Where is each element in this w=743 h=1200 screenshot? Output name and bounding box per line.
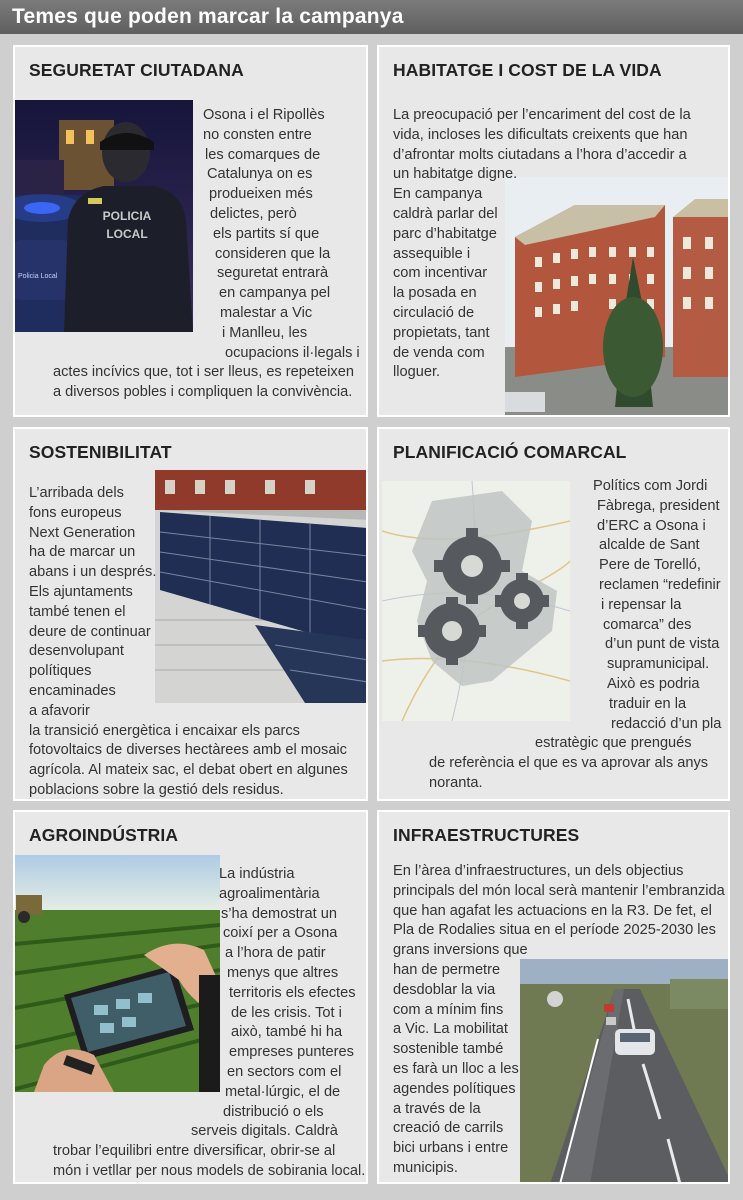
panel-heading: INFRAESTRUCTURES (393, 825, 580, 845)
text-line: En l’àrea d’infraestructures, un dels objectius (393, 863, 684, 879)
text-line: que han agafat les actuacions en la R3. De fet, el (393, 902, 712, 919)
text-line: món i vetllar per nous models de sobirania local. (53, 1162, 366, 1179)
page-title: Temes que poden marcar la campanya (12, 5, 404, 28)
text-line: principals del món local serà mantenir l’embranzida (393, 882, 725, 899)
text-line: ha de marcar un (29, 544, 136, 561)
text-line: no consten entre (203, 126, 312, 143)
text-line: un habitatge digne. (393, 166, 518, 183)
text-line: supramunicipal. (607, 656, 710, 673)
panel-agroindustria (13, 810, 368, 1184)
text-line: com a mínim fins (393, 1001, 504, 1018)
panel-planificacio (377, 427, 730, 801)
text-line: d’afrontar molts ciutadans a l’hora d’accedir a (393, 146, 687, 163)
text-line: polítiques (29, 663, 92, 680)
text-line: produeixen més (209, 186, 313, 203)
police-back-text: POLICIA (102, 209, 152, 223)
text-line: Fàbrega, president (597, 497, 720, 514)
text-line: Això es podria (607, 675, 700, 692)
panel-text (393, 106, 691, 383)
text-line: redacció d’un pla (611, 715, 722, 732)
text-line: estratègic que prengués (535, 735, 692, 752)
text-line: noranta. (429, 774, 483, 791)
text-line: Pla de Rodalies situa en el període 2025-2030 les (393, 922, 716, 939)
panel-seguretat (13, 45, 368, 417)
text-line: fotovoltaics de diverses hectàrees amb el mosaic (29, 742, 347, 759)
panel-text (49, 865, 365, 1182)
text-line: ocupacions il·legals i (225, 344, 360, 361)
panel-heading: SEGURETAT CIUTADANA (29, 60, 244, 80)
text-line: propietats, tant (393, 324, 490, 341)
text-line: traduir en la (609, 695, 687, 712)
text-line: la posada en (393, 285, 477, 302)
text-line: han de permetre (393, 961, 501, 978)
text-line: serveis digitals. Caldrà (191, 1123, 338, 1140)
text-line: a l’hora de patir (225, 945, 326, 962)
text-line: Polítics com Jordi (593, 478, 708, 494)
text-line: lloguer. (393, 364, 441, 381)
text-line: de les crisis. Tot i (231, 1004, 342, 1021)
text-line: abans i un després. (29, 564, 157, 581)
text-line: distribució o els (223, 1103, 324, 1120)
text-line: actes incívics que, tot i ser lleus, es repeteixen (53, 364, 354, 381)
text-line: vida, incloses les dificultats creixents que han (393, 126, 688, 143)
text-line: assequible i (393, 245, 471, 262)
text-line: de referència el que es va aprovar als anys (429, 755, 709, 772)
police-back-text-2: LOCAL (106, 227, 148, 241)
panel-heading: AGROINDÚSTRIA (29, 825, 179, 845)
text-line: circulació de (393, 304, 475, 321)
panel-infraestructures (377, 810, 730, 1184)
panel-text (49, 106, 360, 403)
text-line: sostenible també (393, 1041, 504, 1058)
text-line: delictes, però (210, 205, 297, 222)
text-line: a través de la (393, 1100, 481, 1117)
text-line: agrícola. Al mateix sac, el debat obert en algunes (29, 762, 348, 779)
text-line: això, també hi ha (231, 1024, 343, 1041)
text-line: creació de carrils (393, 1120, 504, 1137)
text-line: agroalimentària (219, 885, 320, 902)
text-line: d’ERC a Osona i (597, 517, 706, 534)
text-line: es farà un lloc a les (393, 1060, 519, 1077)
text-line: alcalde de Sant (599, 537, 700, 554)
text-line: consideren que la (215, 245, 331, 262)
text-line: parc d’habitatge (393, 225, 497, 242)
text-line: desdoblar la via (393, 981, 496, 998)
text-line: municipis. (393, 1159, 458, 1176)
text-line: La indústria (219, 866, 295, 882)
text-line: a Vic. La mobilitat (393, 1021, 508, 1038)
text-line: fons europeus (29, 504, 122, 521)
text-line: Els ajuntaments (29, 583, 133, 600)
panel-text (393, 862, 725, 1179)
text-line: encaminades (29, 682, 116, 699)
text-line: a diversos pobles i compliquen la convivència. (53, 384, 353, 401)
text-line: metal·lúrgic, el de (225, 1083, 341, 1100)
text-line: malestar a Vic (220, 304, 313, 321)
text-line: Pere de Torelló, (599, 557, 701, 574)
text-line: en sectors com el (227, 1063, 342, 1080)
text-line: coixí per a Osona (223, 925, 338, 942)
text-line: i repensar la (601, 596, 682, 613)
text-line: La preocupació per l’encariment del cost de la (393, 107, 691, 123)
text-line: grans inversions que (393, 942, 528, 959)
panel-heading: HABITATGE I COST DE LA VIDA (393, 60, 662, 80)
panel-heading: SOSTENIBILITAT (29, 442, 172, 462)
text-line: s’ha demostrat un (221, 905, 338, 922)
text-line: Osona i el Ripollès (203, 107, 325, 123)
text-line: deure de continuar (29, 623, 151, 640)
text-line: agendes polítiques (393, 1080, 516, 1097)
text-line: la transició energètica i encaixar els parcs (29, 722, 300, 739)
text-line: comarca” des (603, 616, 692, 633)
text-line: Next Generation (29, 524, 136, 541)
text-line: bici urbans i entre (393, 1140, 509, 1157)
text-line: d’un punt de vista (605, 636, 720, 653)
text-line: caldrà parlar del (393, 205, 498, 222)
text-line: desenvolupant (29, 643, 124, 660)
text-line: En campanya (393, 186, 483, 203)
text-line: poblacions sobre la gestió dels residus. (29, 781, 284, 798)
car-door-text: Policia Local (18, 273, 58, 280)
text-line: en campanya pel (219, 285, 331, 302)
text-line: Catalunya on es (207, 166, 313, 183)
text-line: reclamen “redefinir (599, 576, 721, 593)
panel-habitatge (377, 45, 730, 417)
text-line: empreses punteres (229, 1044, 354, 1061)
text-line: seguretat entrarà (217, 265, 329, 282)
text-line: de venda com (393, 344, 485, 361)
page-header (0, 0, 743, 34)
text-line: L’arribada dels (29, 485, 124, 501)
panel-text (393, 477, 721, 794)
text-line: territoris els efectes (229, 984, 356, 1001)
text-line: com incentivar (393, 265, 488, 282)
text-line: a afavorir (29, 702, 90, 719)
text-line: els partits sí que (213, 225, 320, 242)
text-line: també tenen el (29, 603, 126, 620)
panel-text (29, 484, 348, 801)
panel-sostenibilitat (13, 427, 368, 801)
panel-heading: PLANIFICACIÓ COMARCAL (393, 442, 627, 462)
text-line: les comarques de (205, 146, 321, 163)
text-line: i Manlleu, les (222, 324, 308, 341)
text-line: trobar l’equilibri entre diversificar, obrir-se al (53, 1143, 336, 1160)
text-line: menys que altres (227, 964, 339, 981)
